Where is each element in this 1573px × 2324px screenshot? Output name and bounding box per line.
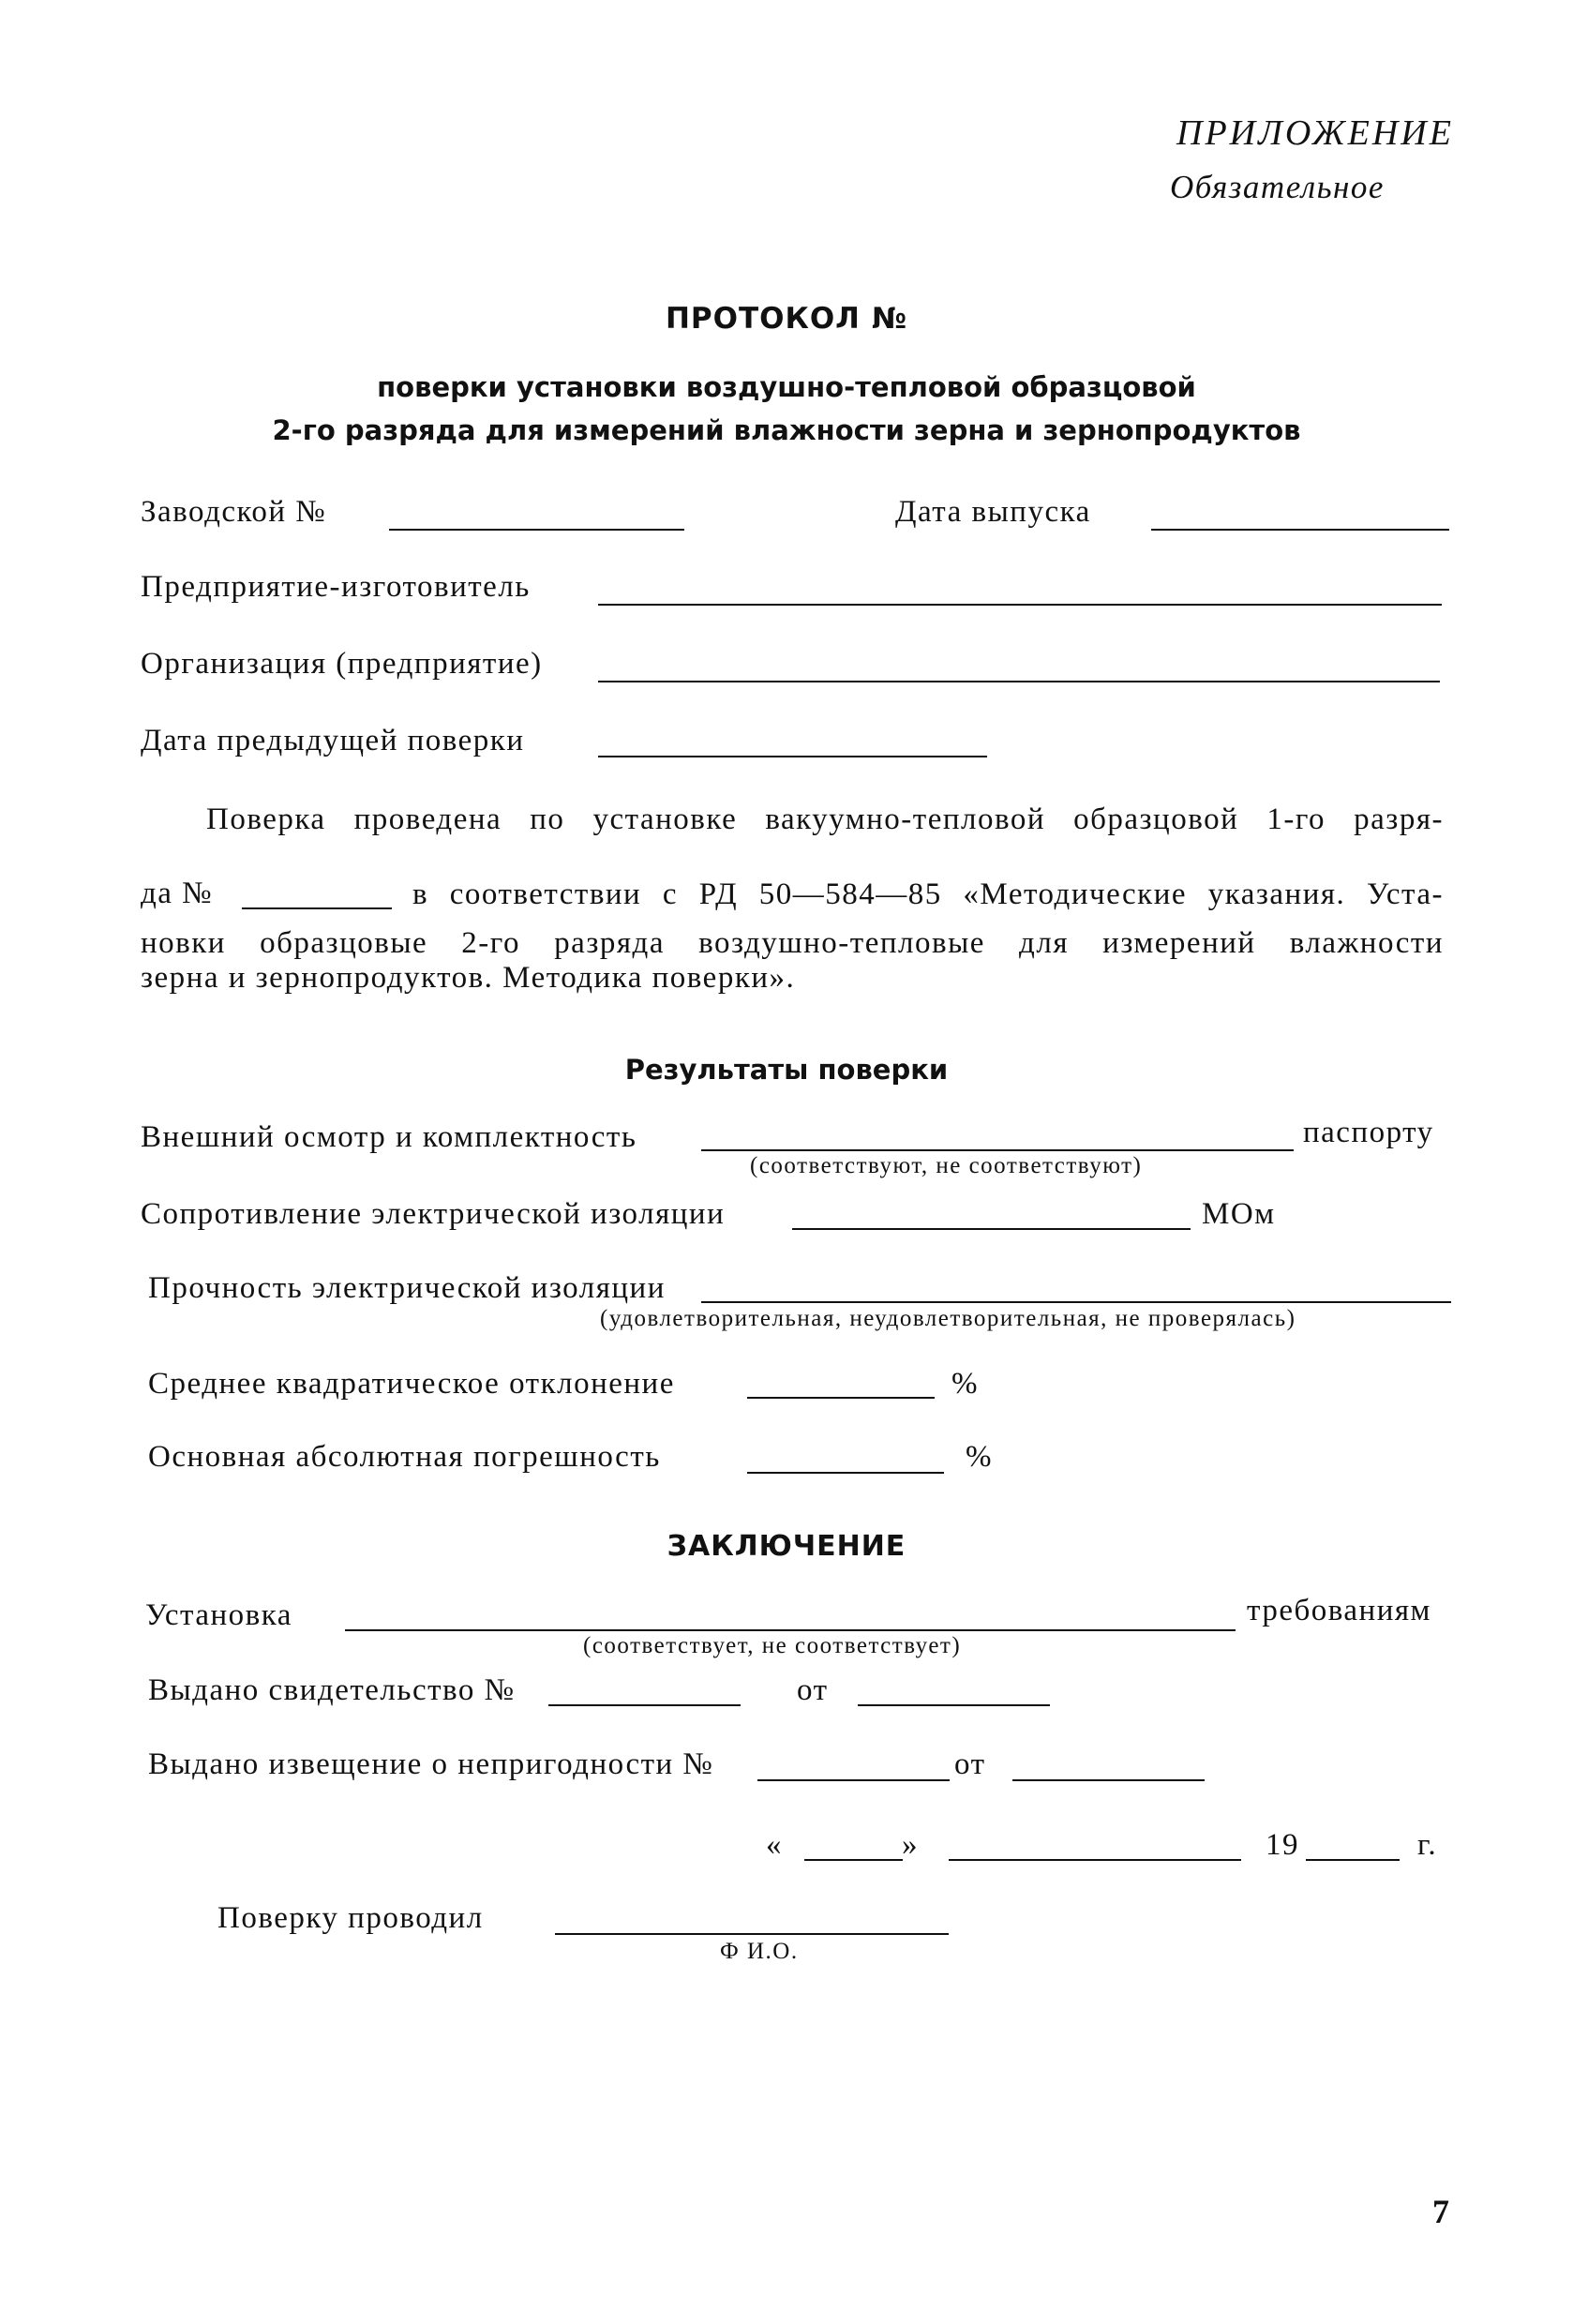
serial-number-label: Заводской № — [141, 495, 327, 529]
results-title: Результаты поверки — [624, 1054, 949, 1086]
inspection-hint: (соответствуют, не соответствуют) — [750, 1153, 1143, 1178]
abs-error-label: Основная абсолютная погрешность — [148, 1440, 661, 1474]
inspector-label: Поверку проводил — [217, 1901, 484, 1935]
date-month-line[interactable] — [949, 1859, 1241, 1861]
date-open-quote: « — [766, 1828, 783, 1862]
manufacturer-label: Предприятие-изготовитель — [141, 570, 531, 604]
strength-line[interactable] — [701, 1301, 1451, 1303]
resistance-label: Сопротивление электрической изоляции — [141, 1197, 726, 1231]
inspector-line[interactable] — [555, 1933, 949, 1935]
reference-number-line[interactable] — [242, 907, 392, 909]
installation-suffix: требованиям — [1247, 1594, 1431, 1627]
installation-label: Установка — [145, 1598, 292, 1632]
release-date-line[interactable] — [1151, 529, 1449, 531]
intro-line-1: Поверка проведена по установке вакуумно-тепловой образцовой 1-го разря- — [206, 802, 1444, 836]
resistance-unit: МОм — [1202, 1197, 1276, 1231]
release-date-label: Дата выпуска — [895, 495, 1091, 529]
abs-error-line[interactable] — [747, 1472, 944, 1474]
intro-line-2-end: в соответствии с РД 50—584—85 «Методические указания. Уста- — [412, 877, 1444, 911]
strength-label: Прочность электрической изоляции — [148, 1271, 666, 1305]
appendix-title: ПРИЛОЖЕНИЕ — [1176, 113, 1454, 153]
date-day-line[interactable] — [804, 1859, 903, 1861]
date-year-suffix: г. — [1417, 1828, 1438, 1862]
notice-label: Выдано извещение о непригодности № — [148, 1747, 714, 1781]
previous-check-line[interactable] — [598, 756, 987, 757]
rms-line[interactable] — [747, 1397, 935, 1399]
strength-hint: (удовлетворительная, неудовлетворительная, не проверялась) — [600, 1306, 1296, 1331]
inspector-hint: Ф И.О. — [720, 1939, 799, 1964]
inspection-suffix: паспорту — [1303, 1116, 1434, 1149]
intro-line-4: зерна и зернопродуктов. Методика поверки». — [141, 961, 796, 995]
protocol-subtitle-1: поверки установки воздушно-тепловой образцовой — [377, 371, 1196, 403]
certificate-label: Выдано свидетельство № — [148, 1673, 516, 1707]
protocol-title: ПРОТОКОЛ № — [665, 302, 908, 336]
inspection-label: Внешний осмотр и комплектность — [141, 1120, 637, 1154]
rms-unit: % — [951, 1367, 979, 1401]
appendix-subtitle: Обязательное — [1170, 169, 1385, 205]
certificate-number-line[interactable] — [548, 1704, 741, 1706]
notice-from: от — [954, 1747, 986, 1781]
rms-label: Среднее квадратическое отклонение — [148, 1367, 675, 1401]
resistance-line[interactable] — [792, 1228, 1191, 1230]
notice-number-line[interactable] — [757, 1779, 950, 1781]
previous-check-label: Дата предыдущей поверки — [141, 724, 525, 757]
installation-line[interactable] — [345, 1629, 1236, 1631]
intro-line-3: новки образцовые 2-го разряда воздушно-тепловые для измерений влажности — [141, 926, 1444, 960]
date-close-quote: » — [902, 1828, 919, 1862]
abs-error-unit: % — [966, 1440, 993, 1474]
organization-line[interactable] — [598, 681, 1440, 682]
protocol-subtitle-2: 2-го разряда для измерений влажности зерна и зернопродуктов — [272, 414, 1301, 446]
date-year-prefix: 19 — [1266, 1828, 1299, 1862]
date-year-line[interactable] — [1306, 1859, 1400, 1861]
inspection-line[interactable] — [701, 1149, 1294, 1151]
intro-line-2-start: да № — [141, 877, 214, 910]
manufacturer-line[interactable] — [598, 604, 1442, 606]
conclusion-title: ЗАКЛЮЧЕНИЕ — [667, 1530, 906, 1563]
notice-date-line[interactable] — [1012, 1779, 1205, 1781]
page-number: 7 — [1432, 2193, 1449, 2230]
organization-label: Организация (предприятие) — [141, 647, 543, 681]
installation-hint: (соответствует, не соответствует) — [583, 1633, 962, 1658]
certificate-date-line[interactable] — [858, 1704, 1050, 1706]
certificate-from: от — [797, 1673, 829, 1707]
serial-number-line[interactable] — [389, 529, 684, 531]
